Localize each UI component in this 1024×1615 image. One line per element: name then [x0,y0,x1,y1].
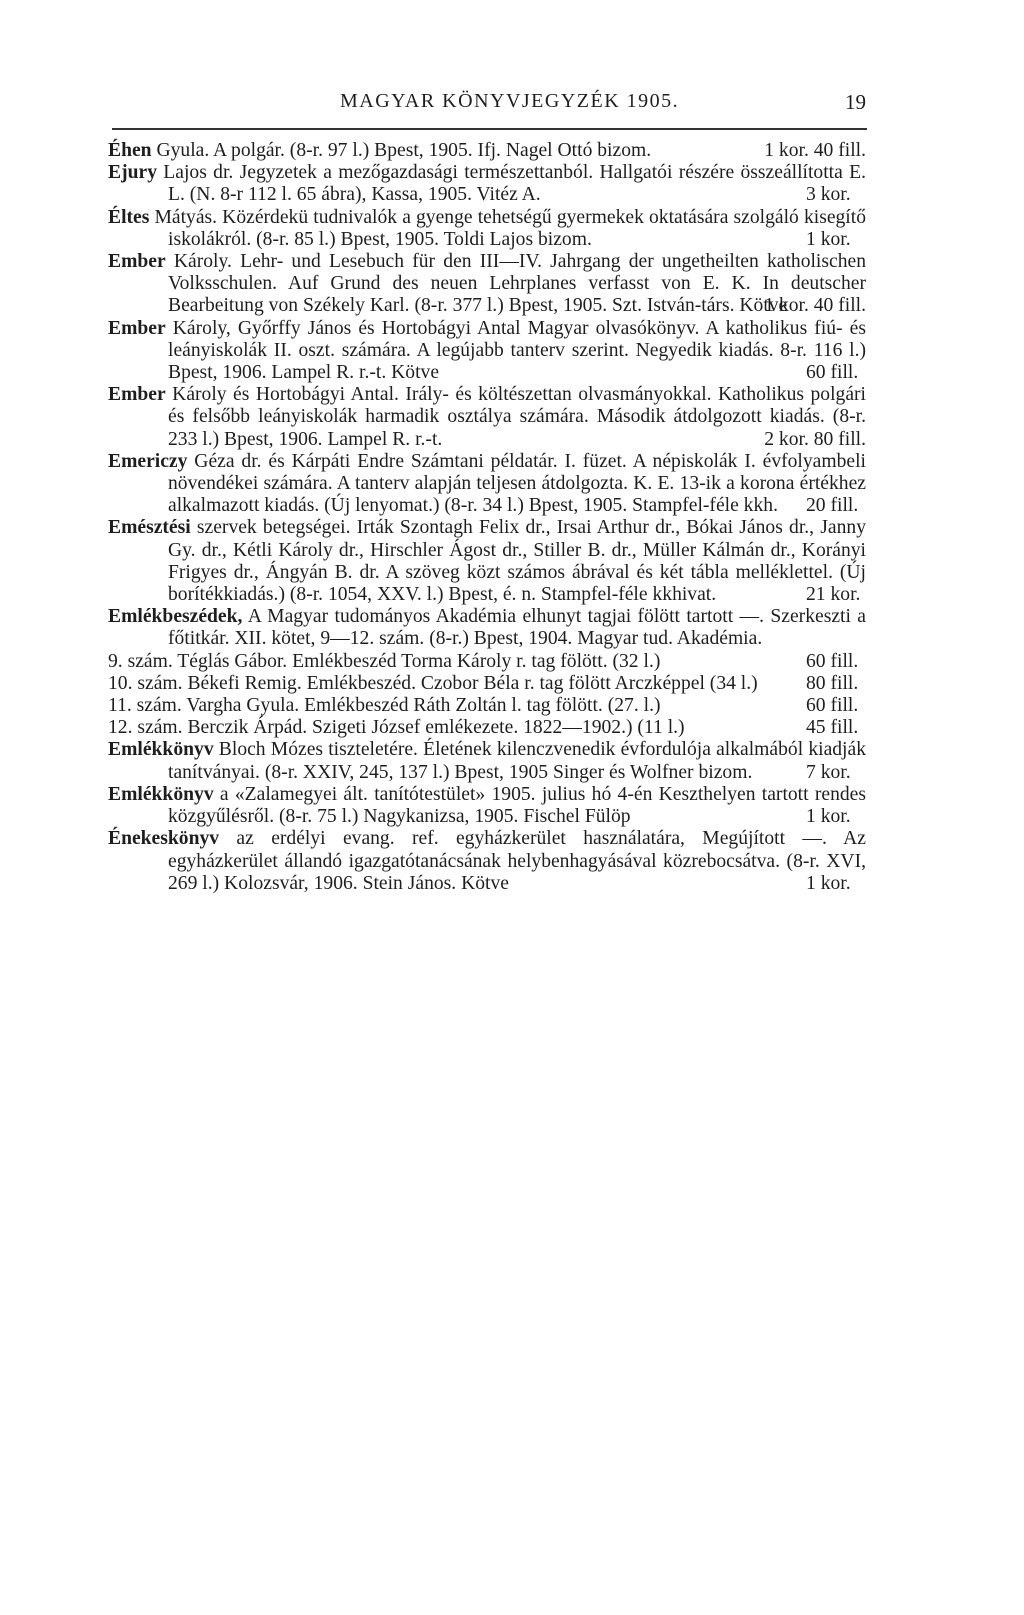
page-number: 19 [845,90,866,114]
entry-text: Mátyás. Közérdekü tudnivalók a gyenge tehetségű gyermekek oktatására szolgáló kisegítő iskolákról. (8-r. 85 l.) Bpest, 1905. Toldi Lajos bizom. [149,206,866,250]
entry-text: Lajos dr. Jegyzetek a mezőgazdasági természettanból. Hallgatói részére összeállította E. L. (N. 8-r 112 l. 65 ábra), Kassa, 1905. Vitéz A. [156,162,866,206]
bibliography-subentry: 10. szám. Békefi Remig. Emlékbeszéd. Czobor Béla r. tag fölött Arczképpel (34 l.) 80 fill. [108,672,859,694]
bibliography-entry [108,140,866,162]
entry-price: 2 kor. 80 fill. [764,428,866,450]
entry-text: az erdélyi evang. ref. egyházkerület használatára, Megújított —. Az egyházkerület állandó igazgatótanácsának helybenhagyásával közrebocsátva. (8-r. XVI, 269 l.) Kolozsvár, 1906. Stein János. Kötve [168,828,866,894]
bibliography-entry: Emericzy Géza dr. és Kárpáti Endre Számtani példatár. I. füzet. A népiskolák I. évfolyambeli növendékei számára. A tanterv alapján teljesen átdolgozta. K. E. 13-ik a korona értékhez alkalmazott kiadás. (Új lenyomat.) (8-r. 34 l.) Bpest, 1905. Stampfel-féle kkh. 20 fill. [108,450,866,517]
entry-text: Károly, Győrffy János és Hortobágyi Antal Magyar olvasókönyv. A katholikus fiú- és leányiskolák II. oszt. számára. A legújabb tanterv szerint. Negyedik kiadás. 8-r. 116 l.) Bpest, 1906. Lampel R. r.-t. Kötve [165,317,866,384]
bibliography-entry [108,384,866,451]
bibliography-entry [108,251,866,318]
running-title: MAGYAR KÖNYVJEGYZÉK 1905. [340,90,680,112]
entry-heading: Éhen [108,140,152,161]
bibliography-entry: Éltes Mátyás. Közérdekü tudnivalók a gyenge tehetségű gyermekek oktatására szolgáló kisegítő iskolákról. (8-r. 85 l.) Bpest, 1905. Toldi Lajos bizom. 1 kor. [108,206,866,250]
bibliography-entry: Emlékkönyv Bloch Mózes tiszteletére. Életének kilenczvenedik évfordulója alkalmából kiadják tanítványai. (8-r. XXIV, 245, 137 l.) Bpest, 1905 Singer és Wolfner bizom. 7 kor. [108,739,866,783]
entry-text: Géza dr. és Kárpáti Endre Számtani példatár. I. füzet. A népiskolák I. évfolyambeli növendékei számára. A tanterv alapján teljesen átdolgozta. K. E. 13-ik a korona értékhez alkalmazott kiadás. (Új lenyomat.) (8-r. 34 l.) Bpest, 1905. Stampfel-féle kkh. [168,450,866,517]
entry-text: 11. szám. Vargha Gyula. Emlékbeszéd Ráth Zoltán l. tag fölött. (27. l.) [108,695,661,717]
entry-text: Károly. Lehr- und Lesebuch für den III—IV. Jahrgang der ungetheilten katholischen Volksschulen. Auf Grund des neuen Lehrplanes verfasst von E. K. In deutscher Bearbeitung von Székely Karl. (8-r. 377 l.) Bpest, 1905. Szt. István-társ. Kötve [165,251,866,317]
bibliography-entry: Énekeskönyv az erdélyi evang. ref. egyházkerület használatára, Megújított —. Az egyházkerület állandó igazgatótanácsának helybenhagyásával közrebocsátva. (8-r. XVI, 269 l.) Kolozsvár, 1906. Stein János. Kötve 1 kor. [108,828,866,894]
entry-heading: Emlékkönyv [108,739,214,761]
bibliography-subentry: 11. szám. Vargha Gyula. Emlékbeszéd Ráth Zoltán l. tag fölött. (27. l.) 60 fill. [108,695,859,717]
bibliography-entry: Emlékkönyv a «Zalamegyei ált. tanítótestület» 1905. julius hó 4-én Keszthelyen tartott rendes közgyűlésről. (8-r. 75 l.) Nagykanizsa, 1905. Fischel Fülöp 1 kor. [108,783,866,828]
entry-text: 9. szám. Téglás Gábor. Emlékbeszéd Torma Károly r. tag fölött. (32 l.) [108,650,661,672]
bibliography-subentry: 12. szám. Berczik Árpád. Szigeti József emlékezete. 1822—1902.) (11 l.) 45 fill. [108,717,859,739]
entry-text: szervek betegségei. Irták Szontagh Felix dr., Irsai Arthur dr., Bókai János dr., Janny Gy. dr., Kétli Károly dr., Hirschler Ágost dr., Stiller B. dr., Müller Kálmán dr., Korányi Frigyes dr., Ángyán B. dr. A szöveg közt számos ábrával és két tábla melléklettel. (Új borítékkiadás.) (8-r. 1054, XXV. l.) Bpest, é. n. Stampfel-féle kkhivat. [168,517,866,606]
entry-text: 10. szám. Békefi Remig. Emlékbeszéd. Czobor Béla r. tag fölött Arczképpel (34 l.) [108,672,758,694]
entry-heading: Ember [108,251,166,273]
bibliography-list [108,140,866,895]
entry-heading: Éltes [108,206,150,228]
bibliography-entry: Ejury Lajos dr. Jegyzetek a mezőgazdasági természettanból. Hallgatói részére összeállította E. L. (N. 8-r 112 l. 65 ábra), Kassa, 1905. Vitéz A. 3 kor. [108,162,866,206]
entry-heading: Emlékkönyv [108,783,214,805]
bibliography-entry [108,606,866,650]
entry-heading: Emericzy [108,450,188,472]
entry-heading: Ejury [108,162,157,184]
entry-heading: Ember [108,317,166,339]
entry-heading: Emlékbeszédek, [108,606,243,628]
header-rule [112,128,867,130]
entry-text: Bloch Mózes tiszteletére. Életének kilenczvenedik évfordulója alkalmából kiadják tanítványai. (8-r. XXIV, 245, 137 l.) Bpest, 1905 Singer és Wolfner bizom. [168,739,866,783]
page-header [170,90,866,120]
entry-heading: Ember [108,384,166,406]
bibliography-entry: Ember Károly, Győrffy János és Hortobágyi Antal Magyar olvasókönyv. A katholikus fiú- és leányiskolák II. oszt. számára. A legújabb tanterv szerint. Negyedik kiadás. 8-r. 116 l.) Bpest, 1906. Lampel R. r.-t. Kötve 60 fill. [108,317,866,384]
entry-price: 1 kor. 40 fill. [764,140,866,161]
entry-text: A Magyar tudományos Akadémia elhunyt tagjai fölött tartott —. Szerkeszti a főtitkár. XII. kötet, 9—12. szám. (8-r.) Bpest, 1904. Magyar tud. Akadémia. [168,606,866,650]
entry-text: a «Zalamegyei ált. tanítótestület» 1905. julius hó 4-én Keszthelyen tartott rendes közgyűlésről. (8-r. 75 l.) Nagykanizsa, 1905. Fischel Fülöp [168,783,866,828]
entry-text: 12. szám. Berczik Árpád. Szigeti József emlékezete. 1822—1902.) (11 l.) [108,717,685,739]
bibliography-entry: Emésztési szervek betegségei. Irták Szontagh Felix dr., Irsai Arthur dr., Bókai János dr., Janny Gy. dr., Kétli Károly dr., Hirschler Ágost dr., Stiller B. dr., Müller Kálmán dr., Korányi Frigyes dr., Ángyán B. dr. A szöveg közt számos ábrával és két tábla melléklettel. (Új borítékkiadás.) (8-r. 1054, XXV. l.) Bpest, é. n. Stampfel-féle kkhivat. 21 kor. [108,517,866,606]
bibliography-subentry: 9. szám. Téglás Gábor. Emlékbeszéd Torma Károly r. tag fölött. (32 l.) 60 fill. [108,650,859,672]
entry-heading: Énekeskönyv [108,828,220,850]
entry-heading: Emésztési [108,517,191,539]
entry-price: 1 kor. 40 fill. [764,295,866,317]
entry-text: Gyula. A polgár. (8-r. 97 l.) Bpest, 1905. Ifj. Nagel Ottó bizom. [151,140,652,161]
entry-text: Károly és Hortobágyi Antal. Irály- és költészettan olvasmányokkal. Katholikus polgári és felsőbb leányiskolák harmadik osztálya számára. Második átdolgozott kiadás. (8-r. 233 l.) Bpest, 1906. Lampel R. r.-t. [165,384,866,450]
